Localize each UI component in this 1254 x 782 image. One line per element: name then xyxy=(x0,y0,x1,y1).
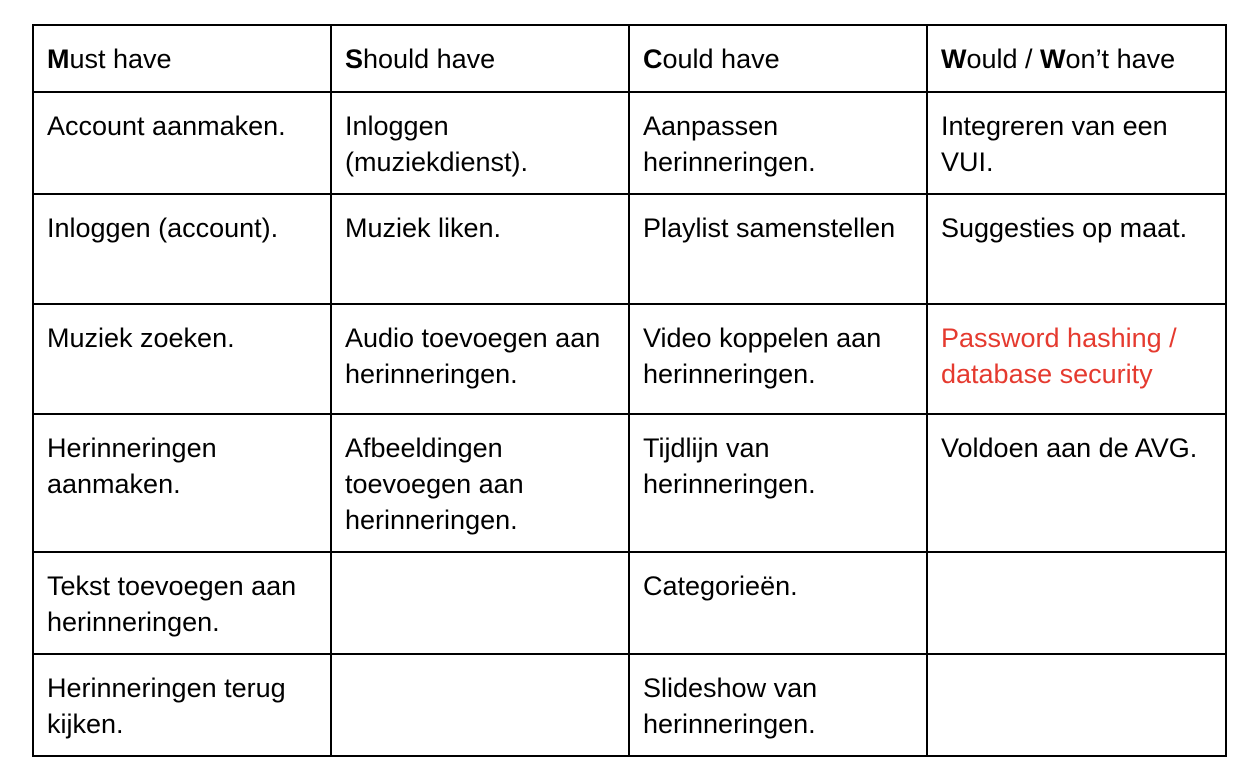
table-cell-wont xyxy=(927,654,1226,756)
table-cell-should: Inloggen (muziekdienst). xyxy=(331,92,629,194)
table-cell-should: Afbeeldingen toevoegen aan herinneringen. xyxy=(331,414,629,552)
table-cell-could: Playlist samenstellen xyxy=(629,194,927,304)
table-cell-should xyxy=(331,552,629,654)
table-cell-wont: Integreren van een VUI. xyxy=(927,92,1226,194)
table-row xyxy=(33,304,1226,414)
table-row xyxy=(33,654,1226,756)
table-cell-must: Herinneringen terug kijken. xyxy=(33,654,331,756)
table-cell-must: Tekst toevoegen aan herinneringen. xyxy=(33,552,331,654)
table-row xyxy=(33,92,1226,194)
table-cell-must: Muziek zoeken. xyxy=(33,304,331,414)
table-cell-could: Tijdlijn van herinneringen. xyxy=(629,414,927,552)
table-cell-wont: Voldoen aan de AVG. xyxy=(927,414,1226,552)
table-cell-should: Audio toevoegen aan herinneringen. xyxy=(331,304,629,414)
table-cell-could: Categorieën. xyxy=(629,552,927,654)
table-cell-could: Slideshow van herinneringen. xyxy=(629,654,927,756)
header-could-have: Could have xyxy=(629,25,927,92)
header-must-have: Must have xyxy=(33,25,331,92)
table-cell-must: Inloggen (account). xyxy=(33,194,331,304)
table-row xyxy=(33,414,1226,552)
header-should-have: Should have xyxy=(331,25,629,92)
table-cell-should: Muziek liken. xyxy=(331,194,629,304)
table-row xyxy=(33,552,1226,654)
table-cell-wont-highlighted: Password hashing / database security xyxy=(927,304,1226,414)
table-cell-must: Account aanmaken. xyxy=(33,92,331,194)
table-cell-wont: Suggesties op maat. xyxy=(927,194,1226,304)
table-cell-must: Herinneringen aanmaken. xyxy=(33,414,331,552)
table-cell-could: Video koppelen aan herinneringen. xyxy=(629,304,927,414)
table-row xyxy=(33,194,1226,304)
table-cell-wont xyxy=(927,552,1226,654)
header-would-wont-have: Would / Won’t have xyxy=(927,25,1226,92)
table-cell-could: Aanpassen herinneringen. xyxy=(629,92,927,194)
moscow-table xyxy=(32,24,1227,757)
table-header-row xyxy=(33,25,1226,92)
table-cell-should xyxy=(331,654,629,756)
